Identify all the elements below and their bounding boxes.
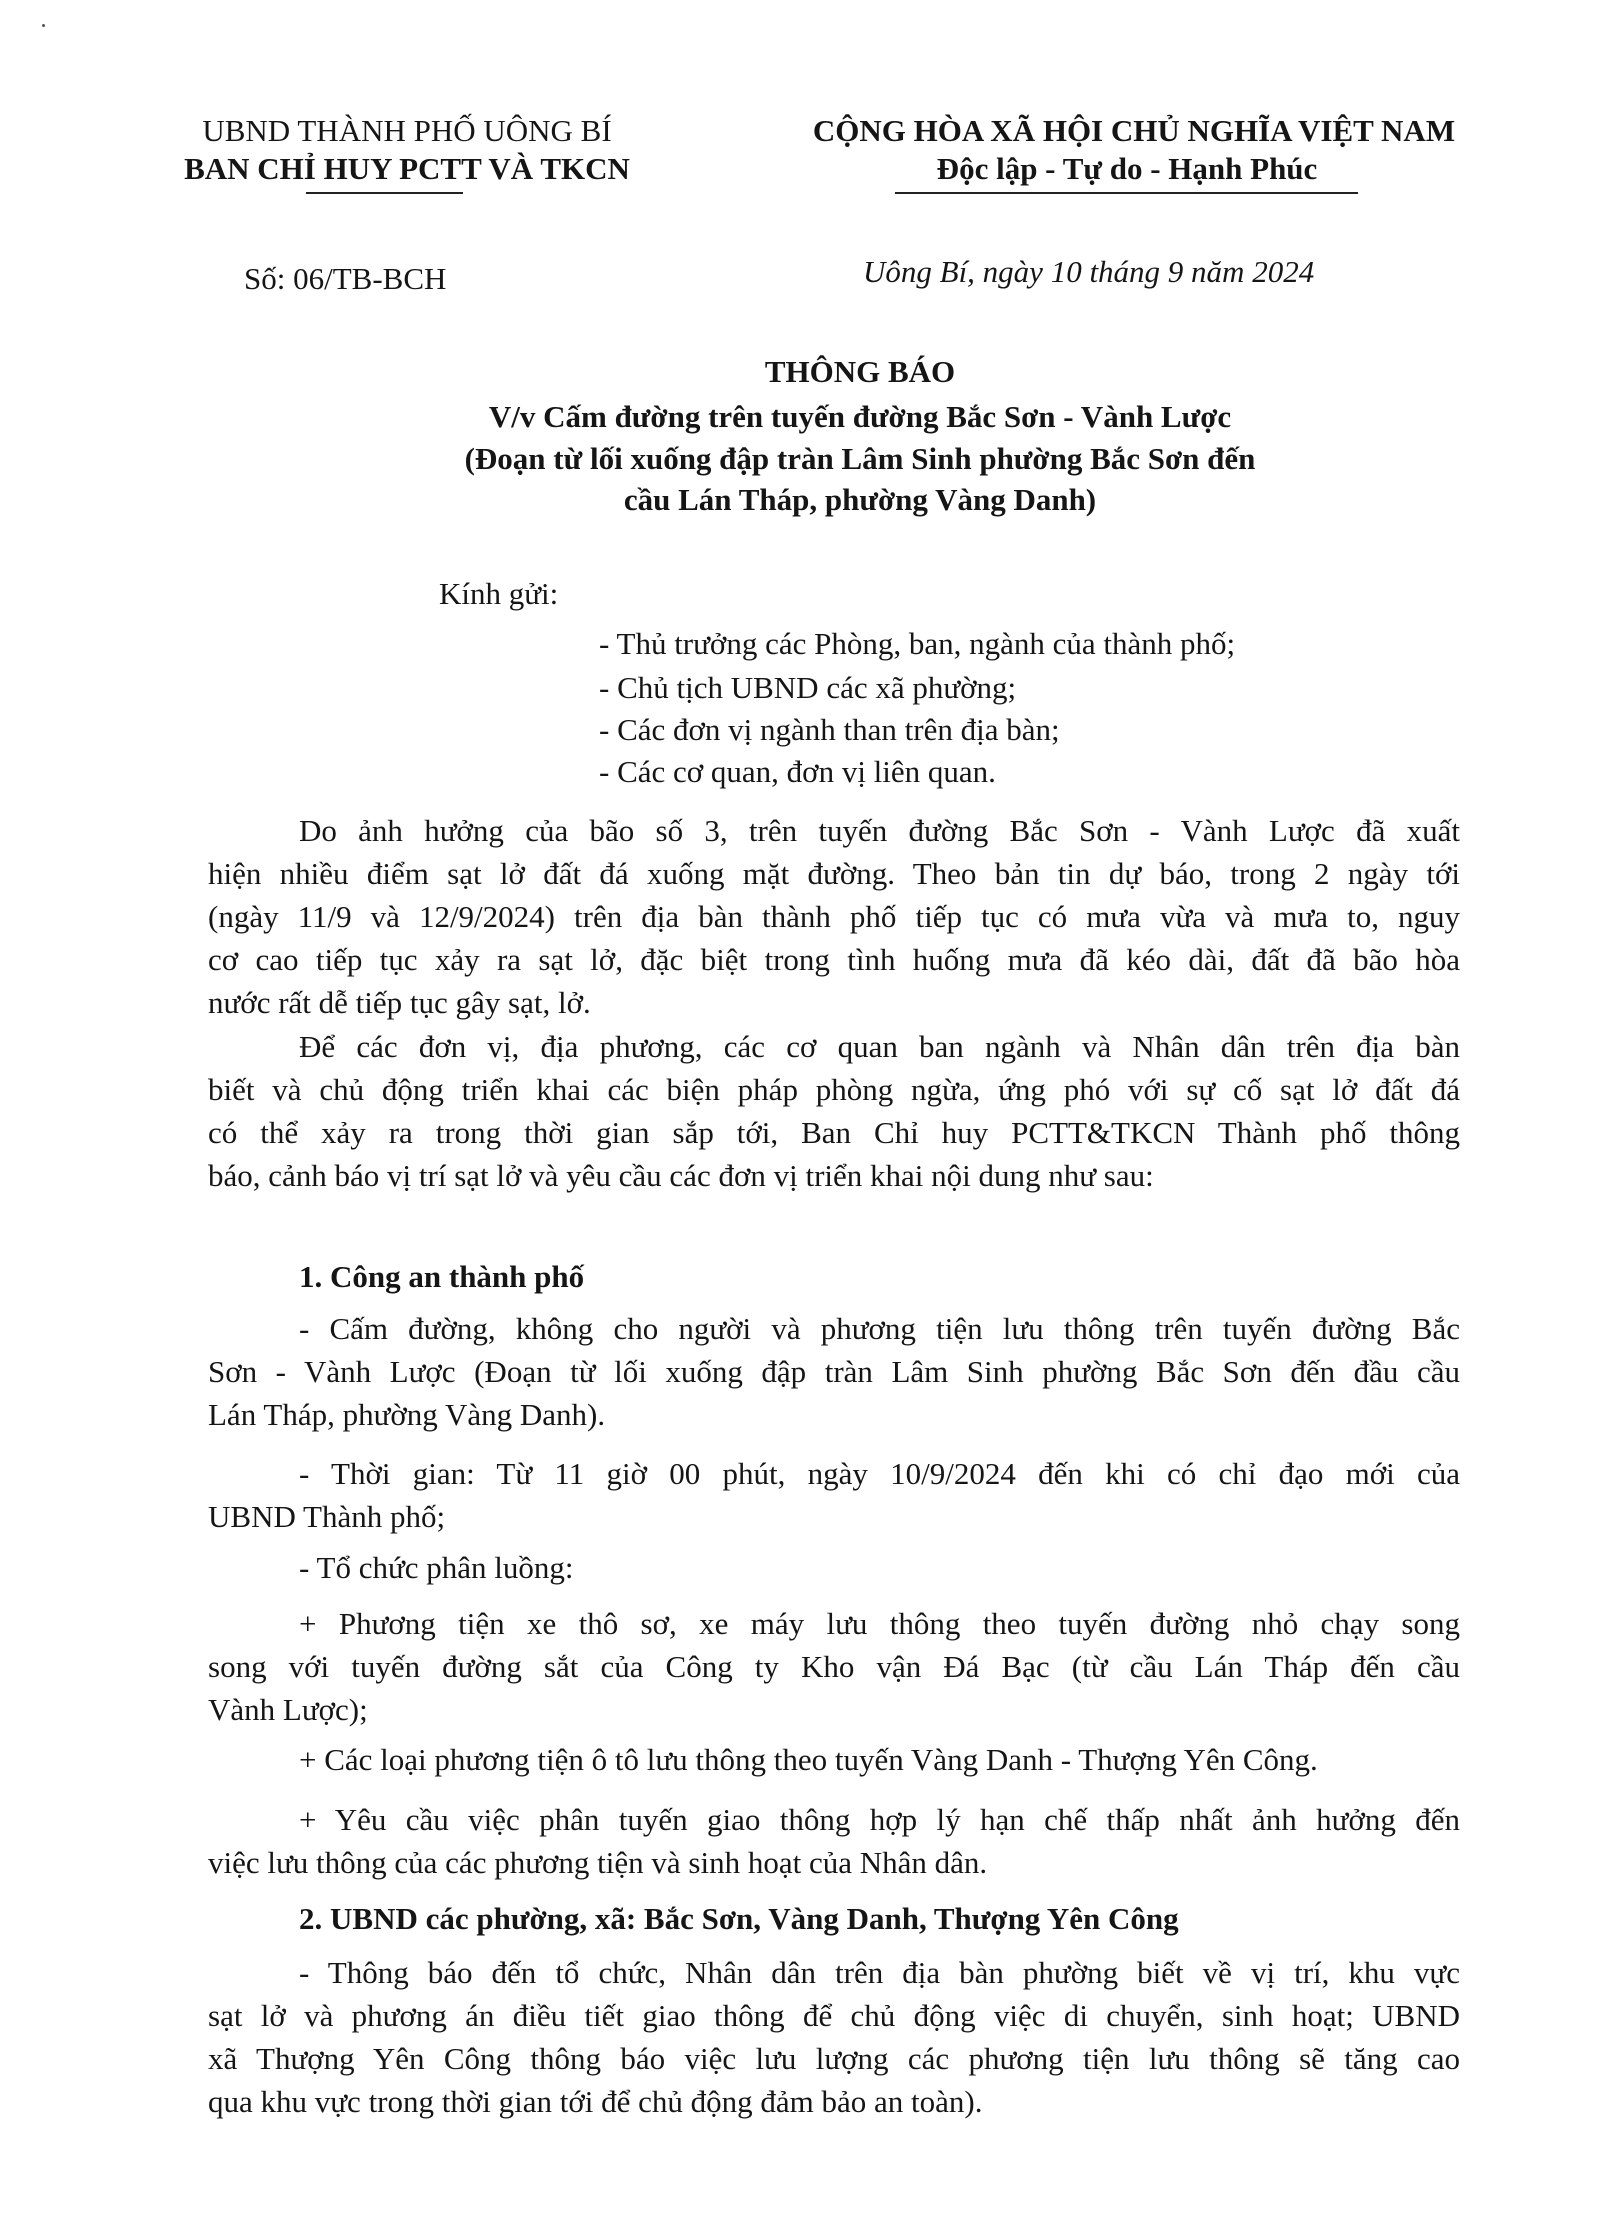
paragraph-line: Vành Lược); — [208, 1692, 368, 1727]
national-motto: Độc lập - Tự do - Hạnh Phúc — [936, 151, 1318, 186]
paragraph-line: song với tuyến đường sắt của Công ty Kho vận Đá Bạc (từ cầu Lán Tháp đến cầu — [208, 1649, 1460, 1684]
paragraph-line: sạt lở và phương án điều tiết giao thông để chủ động việc di chuyển, sinh hoạt; UBND — [208, 1998, 1460, 2033]
paragraph-line: cơ cao tiếp tục xảy ra sạt lở, đặc biệt trong tình huống mưa đã kéo dài, đất đã bão hòa — [208, 942, 1460, 977]
place-date: Uông Bí, ngày 10 tháng 9 năm 2024 — [863, 254, 1315, 289]
recipient-item: - Thủ trưởng các Phòng, ban, ngành của thành phố; — [599, 626, 1236, 661]
paragraph-line: - Tổ chức phân luồng: — [299, 1550, 574, 1585]
paragraph-line: - Thời gian: Từ 11 giờ 00 phút, ngày 10/9/2024 đến khi có chỉ đạo mới của — [299, 1456, 1460, 1491]
paragraph-line: biết và chủ động triển khai các biện pháp phòng ngừa, ứng phó với sự cố sạt lở đất đá — [208, 1072, 1460, 1107]
recipient-item: - Các cơ quan, đơn vị liên quan. — [599, 754, 996, 789]
document-number: Số: 06/TB-BCH — [244, 261, 447, 296]
scan-speck — [42, 24, 45, 27]
paragraph-line: Do ảnh hưởng của bão số 3, trên tuyến đường Bắc Sơn - Vành Lược đã xuất — [299, 813, 1460, 848]
issuer-authority: UBND THÀNH PHỐ UÔNG BÍ — [202, 113, 612, 148]
paragraph-line: (ngày 11/9 và 12/9/2024) trên địa bàn thành phố tiếp tục có mưa vừa và mưa to, nguy — [208, 899, 1460, 934]
document-title: THÔNG BÁO — [764, 354, 956, 389]
paragraph-line: Lán Tháp, phường Vàng Danh). — [208, 1397, 606, 1432]
paragraph-line: + Yêu cầu việc phân tuyến giao thông hợp lý hạn chế thấp nhất ảnh hưởng đến — [299, 1802, 1460, 1837]
paragraph-line: xã Thượng Yên Công thông báo việc lưu lượng các phương tiện lưu thông sẽ tăng cao — [208, 2041, 1460, 2076]
issuer-unit: BAN CHỈ HUY PCTT VÀ TKCN — [184, 151, 630, 186]
recipients-label: Kính gửi: — [439, 576, 559, 611]
paragraph-line: - Thông báo đến tổ chức, Nhân dân trên địa bàn phường biết về vị trí, khu vực — [299, 1955, 1460, 1990]
paragraph-line: UBND Thành phố; — [208, 1499, 446, 1534]
paragraph-line: hiện nhiều điểm sạt lở đất đá xuống mặt đường. Theo bản tin dự báo, trong 2 ngày tới — [208, 856, 1460, 891]
paragraph-line: + Phương tiện xe thô sơ, xe máy lưu thông theo tuyến đường nhỏ chạy song — [299, 1606, 1460, 1641]
section-heading: 1. Công an thành phố — [299, 1259, 585, 1294]
recipient-item: - Chủ tịch UBND các xã phường; — [599, 670, 1017, 705]
paragraph-line: việc lưu thông của các phương tiện và sinh hoạt của Nhân dân. — [208, 1845, 988, 1880]
paragraph-line: báo, cảnh báo vị trí sạt lở và yêu cầu các đơn vị triển khai nội dung như sau: — [208, 1158, 1154, 1193]
recipient-item: - Các đơn vị ngành than trên địa bàn; — [599, 712, 1060, 747]
national-title: CỘNG HÒA XÃ HỘI CHỦ NGHĨA VIỆT NAM — [812, 113, 1456, 148]
paragraph-line: - Cấm đường, không cho người và phương tiện lưu thông trên tuyến đường Bắc — [299, 1311, 1460, 1346]
paragraph-line: có thể xảy ra trong thời gian sắp tới, Ban Chỉ huy PCTT&TKCN Thành phố thông — [208, 1115, 1460, 1150]
subject-line-1: V/v Cấm đường trên tuyến đường Bắc Sơn - Vành Lược — [488, 399, 1232, 434]
paragraph-line: + Các loại phương tiện ô tô lưu thông theo tuyến Vàng Danh - Thượng Yên Công. — [299, 1742, 1318, 1777]
section-heading: 2. UBND các phường, xã: Bắc Sơn, Vàng Danh, Thượng Yên Công — [299, 1901, 1179, 1936]
issuer-underline — [306, 192, 463, 194]
motto-underline — [895, 192, 1358, 194]
paragraph-line: nước rất dễ tiếp tục gây sạt, lở. — [208, 985, 591, 1020]
paragraph-line: Để các đơn vị, địa phương, các cơ quan ban ngành và Nhân dân trên địa bàn — [299, 1029, 1460, 1064]
paragraph-line: Sơn - Vành Lược (Đoạn từ lối xuống đập tràn Lâm Sinh phường Bắc Sơn đến đầu cầu — [208, 1354, 1460, 1389]
subject-line-2: (Đoạn từ lối xuống đập tràn Lâm Sinh phường Bắc Sơn đến — [464, 441, 1256, 476]
paragraph-line: qua khu vực trong thời gian tới để chủ động đảm bảo an toàn). — [208, 2084, 983, 2119]
subject-line-3: cầu Lán Tháp, phường Vàng Danh) — [623, 482, 1097, 517]
